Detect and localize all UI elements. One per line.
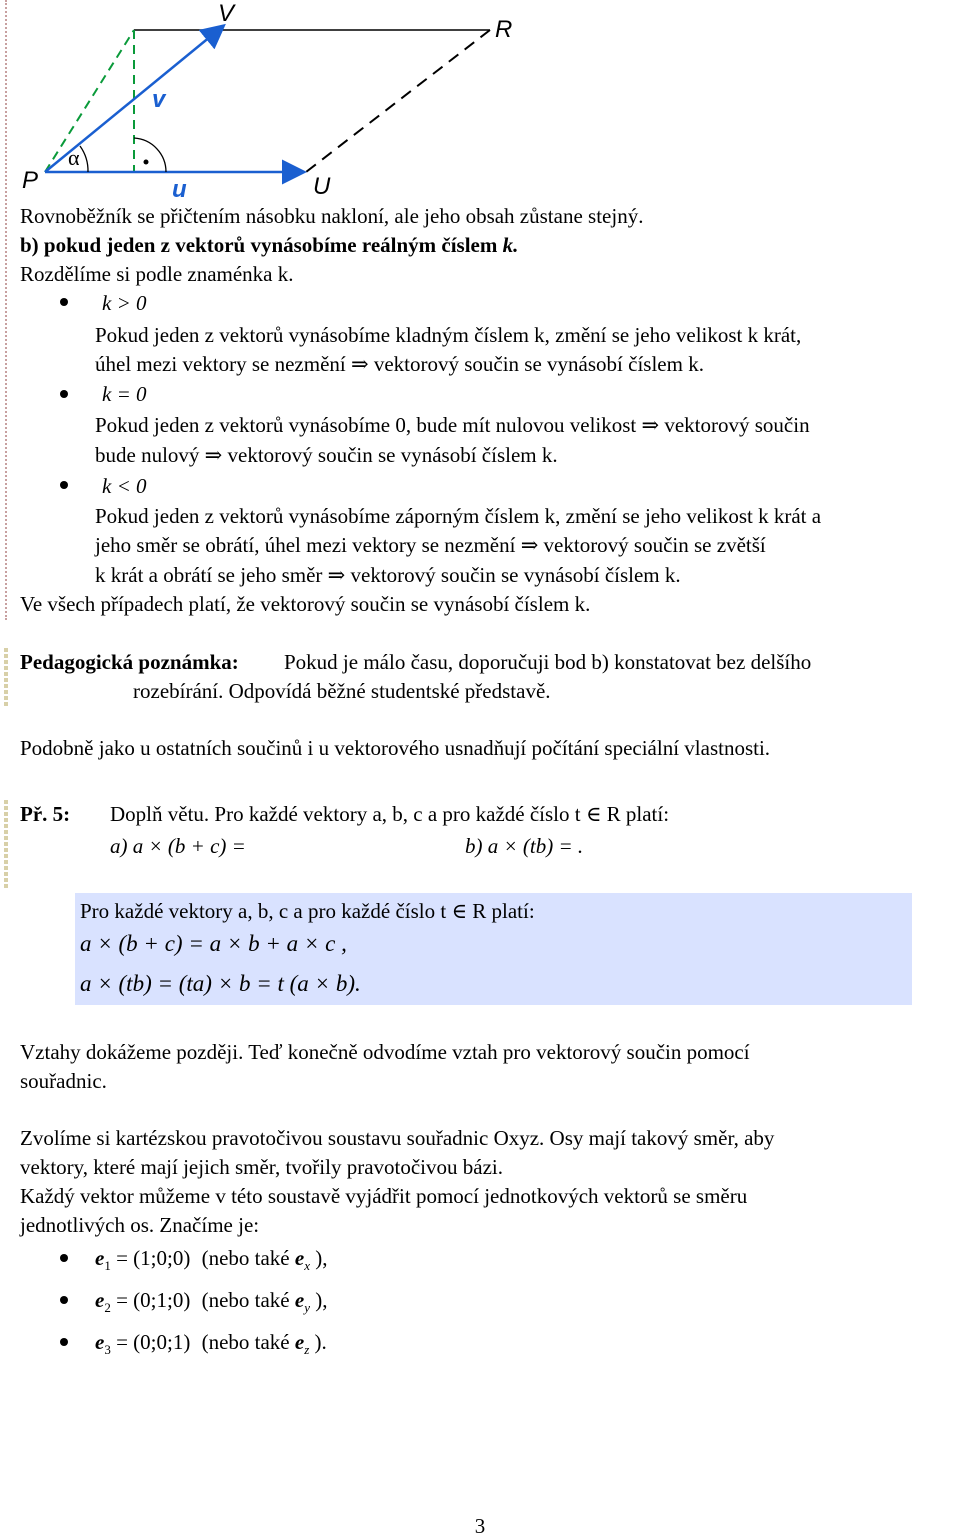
parallelogram-figure [0,0,560,200]
bullet [60,1296,68,1304]
vector-alt-sub: z [304,1342,310,1358]
para-zvolime: jednotlivých os. Značíme je: [20,1213,260,1237]
heading-b-text: b) pokud jeden z vektorů vynásobíme reálným číslem [20,233,498,257]
angle-arc [80,146,88,172]
vector-alt: (nebo také [201,1288,290,1312]
label-P: P [22,167,39,194]
para-zvolime: Každý vektor můžeme v této soustavě vyjádřit pomocí jednotkových vektorů se směru [20,1184,748,1208]
case-line: úhel mezi vektory se nezmění ⇒ vektorový součin se vynásobí číslem k. [95,352,704,376]
margin-mark-note [4,648,8,708]
ped-note-label: Pedagogická poznámka: [20,650,239,674]
case-condition: k = 0 [102,382,147,406]
bullet [60,1254,68,1262]
vector-name: e [95,1246,105,1270]
label-v: v [152,86,166,113]
case-line: Pokud jeden z vektorů vynásobíme záporným číslem k, změní se jeho velikost k krát a [95,504,822,528]
vector-alt-name: e [294,1330,305,1354]
vector-end: ), [315,1288,328,1312]
vector-alt: (nebo také [201,1330,290,1354]
para-zvolime: vektory, které mají jejich směr, tvořily pravotočivou bázi. [20,1155,503,1179]
label-alpha: α [68,145,80,170]
example-part-b: b) a × (tb) = . [465,834,584,858]
box-line3: a × (tb) = (ta) × b = t (a × b). [80,971,361,996]
dashed-r-u [306,30,490,172]
vector-alt-sub: x [304,1258,310,1274]
para-rozdelime: Rozdělíme si podle znaménka k. [20,262,294,286]
ped-note-line1: Pokud je málo času, doporučuji bod b) konstatovat bez delšího [284,650,812,674]
vector-name: e [95,1288,105,1312]
case-condition: k > 0 [102,291,147,315]
para-zvolime: Zvolíme si kartézskou pravotočivou soustavu souřadnic Oxyz. Osy mají takový směr, aby [20,1126,775,1150]
vector-name: e [95,1330,105,1354]
example-label: Př. 5: [20,802,71,826]
vector-sub: 1 [104,1258,111,1274]
page-number: 3 [474,1514,486,1538]
bullet [60,481,68,489]
vector-value: = (0;0;1) [116,1330,191,1354]
para-vztahy: souřadnic. [20,1069,107,1093]
case-line: Pokud jeden z vektorů vynásobíme kladným číslem k, změní se jeho velikost k krát, [95,323,802,347]
label-V: V [218,0,235,27]
vector-value: = (1;0;0) [116,1246,191,1270]
vector-alt-name: e [294,1246,305,1270]
label-U: U [313,173,331,200]
bullet [60,390,68,398]
right-angle-dot [144,160,149,165]
box-line2: a × (b + c) = a × b + a × c , [80,931,347,956]
vector-alt-sub: y [304,1300,310,1316]
margin-mark-example [4,800,8,890]
case-line: bude nulový ⇒ vektorový součin se vynásobí číslem k. [95,443,558,467]
case-line: k krát a obrátí se jeho směr ⇒ vektorový součin se vynásobí číslem k. [95,563,681,587]
example-part-a: a) a × (b + c) = [110,834,246,858]
right-angle-arc [134,138,166,172]
bullet [60,1338,68,1346]
para-parallelogram: Rovnoběžník se přičtením násobku nakloní, ale jeho obsah zůstane stejný. [20,204,644,228]
ped-note-line2: rozebírání. Odpovídá běžné studentské představě. [133,679,551,703]
vector-end: ). [314,1330,327,1354]
vector-sub: 3 [104,1342,111,1358]
unit-vector-e3 [95,1328,327,1364]
box-line1: Pro každé vektory a, b, c a pro každé číslo t ∈ R platí: [80,899,535,923]
para-vztahy: Vztahy dokážeme později. Teď konečně odvodíme vztah pro vektorový součin pomocí [20,1040,750,1064]
dashed-green-p-v [45,30,134,172]
case-condition: k < 0 [102,474,147,498]
label-u: u [172,176,187,203]
vector-alt-name: e [294,1288,305,1312]
example-text: Doplň větu. Pro každé vektory a, b, c a pro každé číslo t ∈ R platí: [110,802,670,826]
vector-sub: 2 [104,1300,111,1316]
para-conclusion: Ve všech případech platí, že vektorový součin se vynásobí číslem k. [20,592,591,616]
heading-b-k: k. [502,233,519,257]
case-line: jeho směr se obrátí, úhel mezi vektory se nezmění ⇒ vektorový součin se zvětší [95,533,766,557]
label-R: R [495,16,513,43]
heading-b [20,231,518,259]
vector-alt: (nebo také [201,1246,290,1270]
unit-vector-e2 [95,1286,327,1322]
bullet [60,298,68,306]
unit-vector-e1 [95,1244,327,1280]
para-podobne: Podobně jako u ostatních součinů i u vektorového usnadňují počítání speciální vlastnosti. [20,736,771,760]
case-line: Pokud jeden z vektorů vynásobíme 0, bude mít nulovou velikost ⇒ vektorový součin [95,413,810,437]
vector-end: ), [315,1246,328,1270]
vector-value: = (0;1;0) [116,1288,191,1312]
